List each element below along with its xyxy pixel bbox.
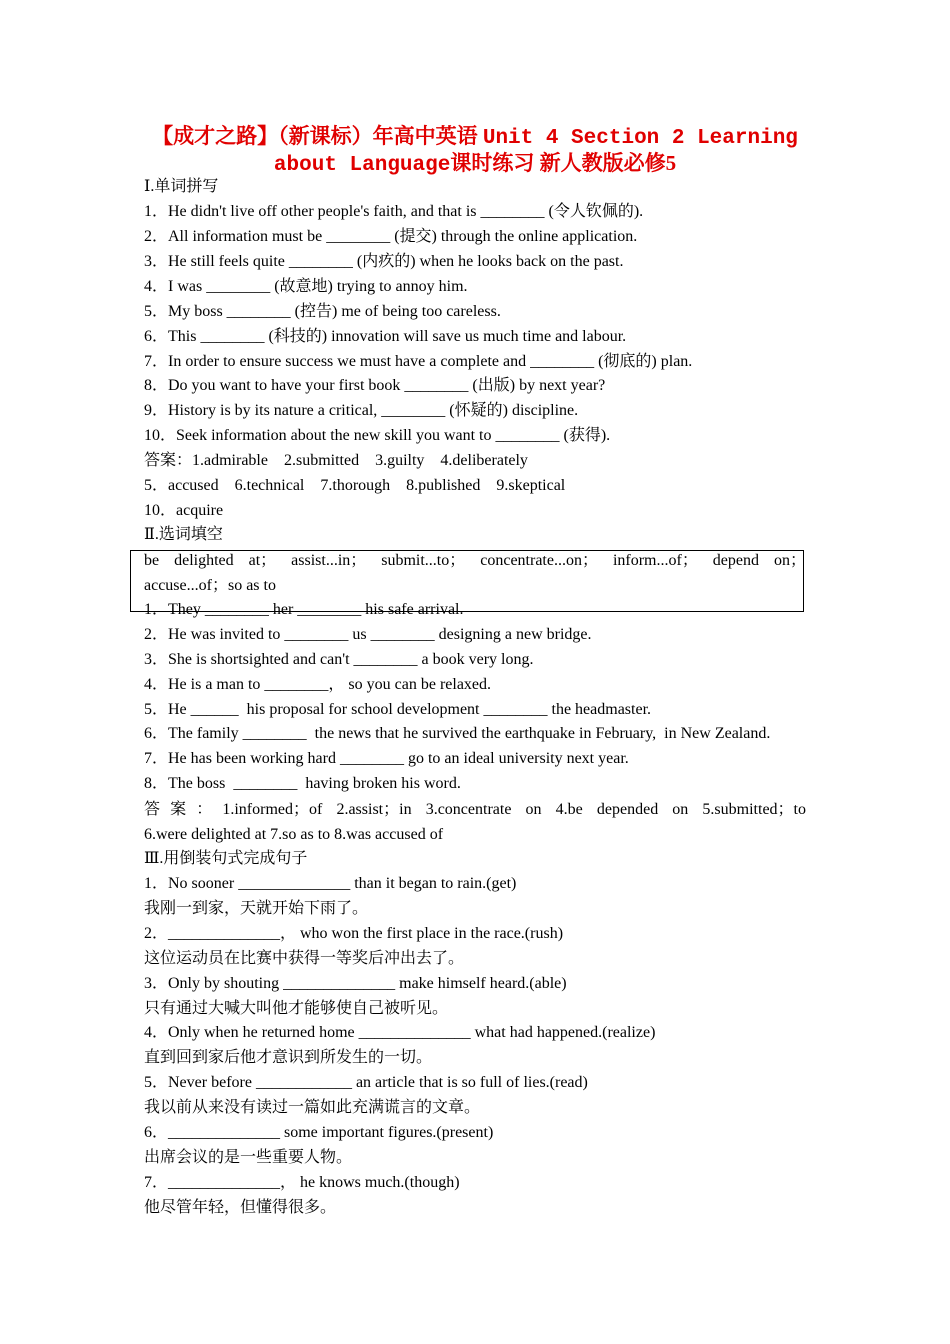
question-item: 1．They ________ her ________ his safe arrival. bbox=[144, 601, 464, 618]
title-line-1 bbox=[120, 124, 830, 151]
title-line-2 bbox=[120, 151, 830, 178]
translation-line: 我刚一到家，天就开始下雨了。 bbox=[144, 900, 369, 917]
section-heading: Ⅲ.用倒装句式完成句子 bbox=[144, 850, 308, 867]
question-item: 6．This ________ (科技的) innovation will save us much time and labour. bbox=[144, 328, 627, 345]
question-item: 4．He is a man to ________， so you can be relaxed. bbox=[144, 676, 492, 693]
title-part: Unit 4 Section 2 Learning bbox=[482, 127, 798, 150]
question-item: 10．Seek information about the new skill you want to ________ (获得). bbox=[144, 427, 611, 444]
answer-line: 10．acquire bbox=[144, 502, 224, 519]
question-item: 6．______________ some important figures.(present) bbox=[144, 1124, 494, 1141]
word-bank bbox=[144, 548, 806, 598]
translation-line: 只有通过大喊大叫他才能够使自己被听见。 bbox=[144, 1000, 449, 1017]
question-item: 2．He was invited to ________ us ________ designing a new bridge. bbox=[144, 626, 592, 643]
translation-line: 直到回到家后他才意识到所发生的一切。 bbox=[144, 1049, 433, 1066]
translation-line: 他尽管年轻，但懂得很多。 bbox=[144, 1199, 337, 1216]
answer-line: 答案：1.informed；of 2.assist；in 3.concentrate on 4.be depended on 5.submitted；to bbox=[144, 801, 806, 818]
title-part: about Language bbox=[273, 154, 451, 177]
translation-line: 这位运动员在比赛中获得一等奖后冲出去了。 bbox=[144, 950, 465, 967]
question-item: 7．He has been working hard ________ go to an ideal university next year. bbox=[144, 750, 629, 767]
question-item: 5．He ______ his proposal for school development ________ the headmaster. bbox=[144, 701, 652, 718]
section-heading: Ⅰ.单词拼写 bbox=[144, 178, 219, 195]
translation-line: 我以前从来没有读过一篇如此充满谎言的文章。 bbox=[144, 1099, 481, 1116]
answer-line: 5．accused 6.technical 7.thorough 8.published 9.skeptical bbox=[144, 477, 566, 494]
title-part: 课时练习 新人教版必修5 bbox=[450, 151, 677, 175]
question-item: 3．She is shortsighted and can't ________ a book very long. bbox=[144, 651, 534, 668]
question-item: 2．______________， who won the first place in the race.(rush) bbox=[144, 925, 564, 942]
question-item: 8．Do you want to have your first book ________ (出版) by next year? bbox=[144, 377, 606, 394]
word-bank-line: be delighted at； assist...in； submit...to； concentrate...on； inform...of； depend on； bbox=[144, 552, 806, 569]
question-item: 5．My boss ________ (控告) me of being too careless. bbox=[144, 303, 501, 320]
question-item: 3．He still feels quite ________ (内疚的) when he looks back on the past. bbox=[144, 253, 624, 270]
answer-line: 答案：1.admirable 2.submitted 3.guilty 4.deliberately bbox=[144, 452, 528, 469]
question-item: 1．No sooner ______________ than it began to rain.(get) bbox=[144, 875, 517, 892]
answer-block bbox=[144, 797, 806, 847]
document-title bbox=[120, 124, 830, 178]
question-item: 7．______________， he knows much.(though) bbox=[144, 1174, 460, 1191]
question-item: 4．Only when he returned home ______________ what had happened.(realize) bbox=[144, 1024, 656, 1041]
question-item: 2．All information must be ________ (提交) through the online application. bbox=[144, 228, 638, 245]
question-item: 8．The boss ________ having broken his word. bbox=[144, 775, 461, 792]
title-part: 【成才之路】（新课标）年高中英语 bbox=[152, 124, 478, 148]
question-item: 9．History is by its nature a critical, ________ (怀疑的) discipline. bbox=[144, 402, 579, 419]
translation-line: 出席会议的是一些重要人物。 bbox=[144, 1149, 353, 1166]
word-bank-line: accuse...of；so as to bbox=[144, 577, 276, 594]
answer-line: 6.were delighted at 7.so as to 8.was accused of bbox=[144, 826, 444, 843]
question-item: 3．Only by shouting ______________ make himself heard.(able) bbox=[144, 975, 567, 992]
question-item: 5．Never before ____________ an article that is so full of lies.(read) bbox=[144, 1074, 588, 1091]
question-item: 6．The family ________ the news that he survived the earthquake in February, in New Zealand. bbox=[144, 725, 771, 742]
question-item: 7．In order to ensure success we must have a complete and ________ (彻底的) plan. bbox=[144, 353, 693, 370]
section-heading: Ⅱ.选词填空 bbox=[144, 526, 223, 543]
question-item: 4．I was ________ (故意地) trying to annoy him. bbox=[144, 278, 468, 295]
question-item: 1．He didn't live off other people's faith, and that is ________ (令人钦佩的). bbox=[144, 203, 644, 220]
